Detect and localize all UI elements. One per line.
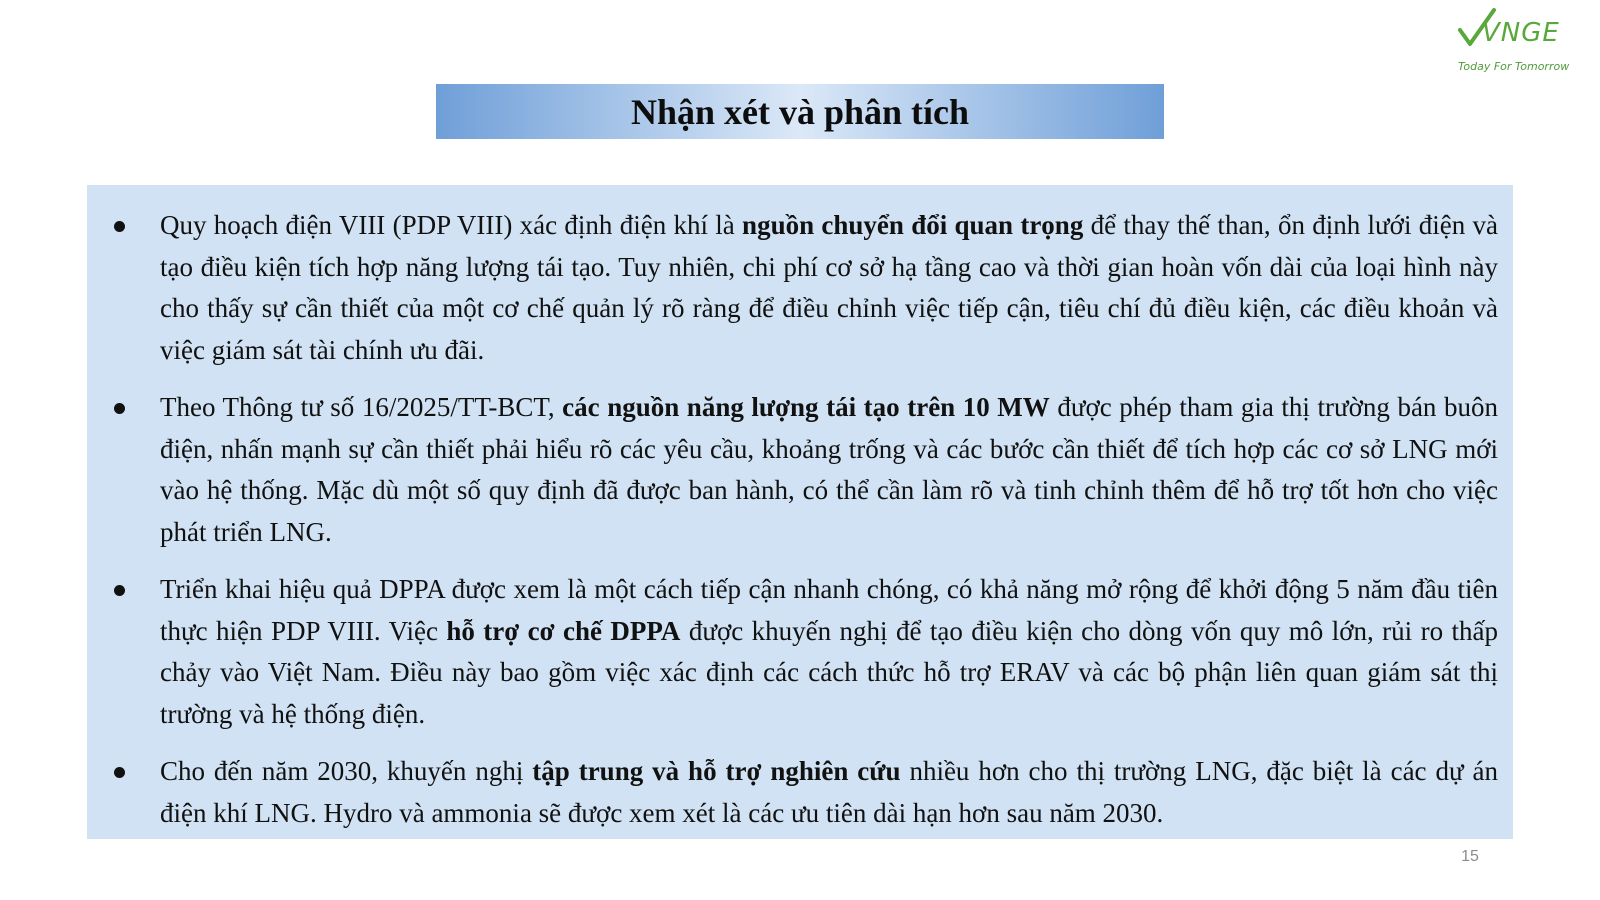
bullet-dot-icon — [114, 585, 125, 596]
page-number: 15 — [1461, 848, 1479, 865]
bullet-text: Cho đến năm 2030, khuyến nghị — [160, 756, 533, 786]
bullet-item — [87, 387, 1498, 553]
bullet-text: Theo Thông tư số 16/2025/TT-BCT, — [160, 392, 563, 422]
bullet-item — [87, 205, 1498, 371]
bullet-text: để thay thế than, ổn định lưới điện và tạo điều kiện tích hợp năng lượng tái tạo. Tuy nhiên, chi phí cơ sở hạ tầng cao và thời gian hoàn vốn dài của loại hình này cho thấy sự cần thiết của một cơ chế quản lý rõ ràng để điều chỉnh việc tiếp cận, tiêu chí đủ điều kiện, các điều khoản và việc giám sát tài chính ưu đãi. — [160, 210, 1498, 365]
bullet-dot-icon — [114, 767, 125, 778]
bullet-emphasis: hỗ trợ cơ chế DPPA — [446, 615, 681, 646]
logo-brand-text: VNGE — [1482, 18, 1560, 48]
bullet-item — [87, 751, 1498, 834]
bullet-text: nhiều hơn cho thị trường LNG, đặc biệt là các dự án điện khí LNG. Hydro và ammonia sẽ được xem xét là các ưu tiên dài hạn hơn sau năm 2030. — [160, 756, 1499, 828]
logo-tagline: Today For Tomorrow — [1458, 60, 1570, 73]
content-box — [87, 185, 1513, 839]
bullet-text: Triển khai hiệu quả DPPA được xem là một cách tiếp cận nhanh chóng, có khả năng mở rộng để khởi động 5 năm đầu tiên thực hiện PDP VIII. Việc — [160, 574, 1498, 646]
bullet-emphasis: tập trung và hỗ trợ nghiên cứu — [532, 756, 901, 786]
bullet-text: Quy hoạch điện VIII (PDP VIII) xác định điện khí là — [160, 210, 743, 240]
bullet-list — [87, 185, 1513, 834]
bullet-text: được phép tham gia thị trường bán buôn điện, nhấn mạnh sự cần thiết phải hiểu rõ các yêu cầu, khoảng trống và các bước cần thiết để tích hợp các cơ sở LNG mới vào hệ thống. Mặc dù một số quy định đã được ban hành, có thể cần làm rõ và tinh chỉnh thêm để hỗ trợ tốt hơn cho việc phát triển LNG. — [160, 392, 1498, 547]
bullet-emphasis: nguồn chuyển đổi quan trọng — [742, 210, 1084, 240]
bullet-emphasis: các nguồn năng lượng tái tạo trên 10 MW — [562, 392, 1050, 422]
bullet-item — [87, 569, 1498, 735]
title-banner — [436, 84, 1164, 139]
bullet-text: được khuyến nghị để tạo điều kiện cho dòng vốn quy mô lớn, rủi ro thấp chảy vào Việt Nam. Điều này bao gồm việc xác định các cách thức hỗ trợ ERAV và các bộ phận liên quan giám sát thị trường và hệ thống điện. — [160, 615, 1499, 729]
bullet-dot-icon — [114, 221, 125, 232]
vnge-logo — [1448, 8, 1598, 78]
slide-title: Nhận xét và phân tích — [630, 91, 970, 132]
bullet-dot-icon — [114, 403, 125, 414]
